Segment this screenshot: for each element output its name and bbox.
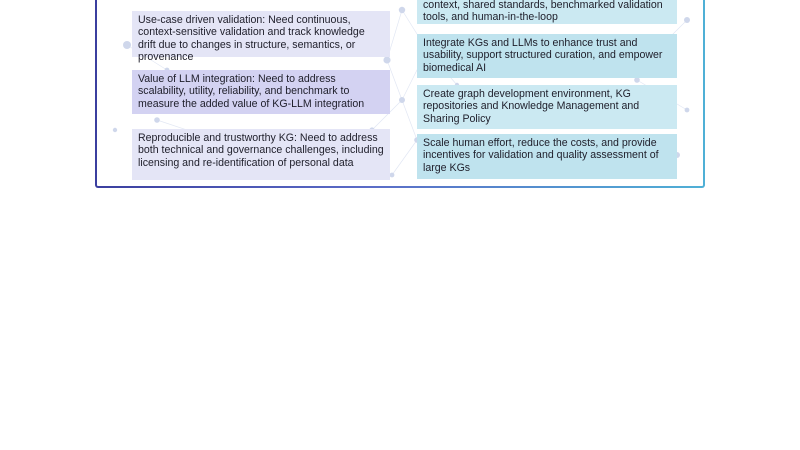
- solution-card-graph-dev: [417, 85, 677, 129]
- solution-graph-dev-text: Create graph development environment, KG repositories and Knowledge Management and Sharing Policy: [423, 88, 640, 125]
- challenge-card-reproducible: [132, 129, 390, 180]
- solution-standards-text: context, shared standards, benchmarked validation tools, and human-in-the-loop: [423, 0, 663, 24]
- solution-card-scale: [417, 134, 677, 179]
- challenge-card-llm-integration: [132, 70, 390, 114]
- challenge-card-validation: [132, 11, 390, 64]
- diagram-frame: [95, 0, 705, 188]
- solution-scale-text: Scale human effort, reduce the costs, and provide incentives for validation and quality assessment of large KGs: [423, 137, 659, 174]
- solution-kg-llm-text: Integrate KGs and LLMs to enhance trust and usability, support structured curation, and empower biomedical AI: [423, 37, 663, 74]
- solution-card-kg-llm: [417, 34, 677, 78]
- challenge-reproducible-text: Reproducible and trustworthy KG: Need to address both technical and governance challenges, including licensing and re-identification of personal data: [138, 132, 384, 169]
- challenge-llm-integration-text: Value of LLM integration: Need to address scalability, utility, reliability, and benchmark to measure the added value of KG-LLM integration: [138, 73, 365, 110]
- challenge-validation-text: Use-case driven validation: Need continuous, context-sensitive validation and track knowledge drift due to changes in structure, semantics, or provenance: [138, 14, 365, 64]
- solution-card-standards: [417, 0, 677, 24]
